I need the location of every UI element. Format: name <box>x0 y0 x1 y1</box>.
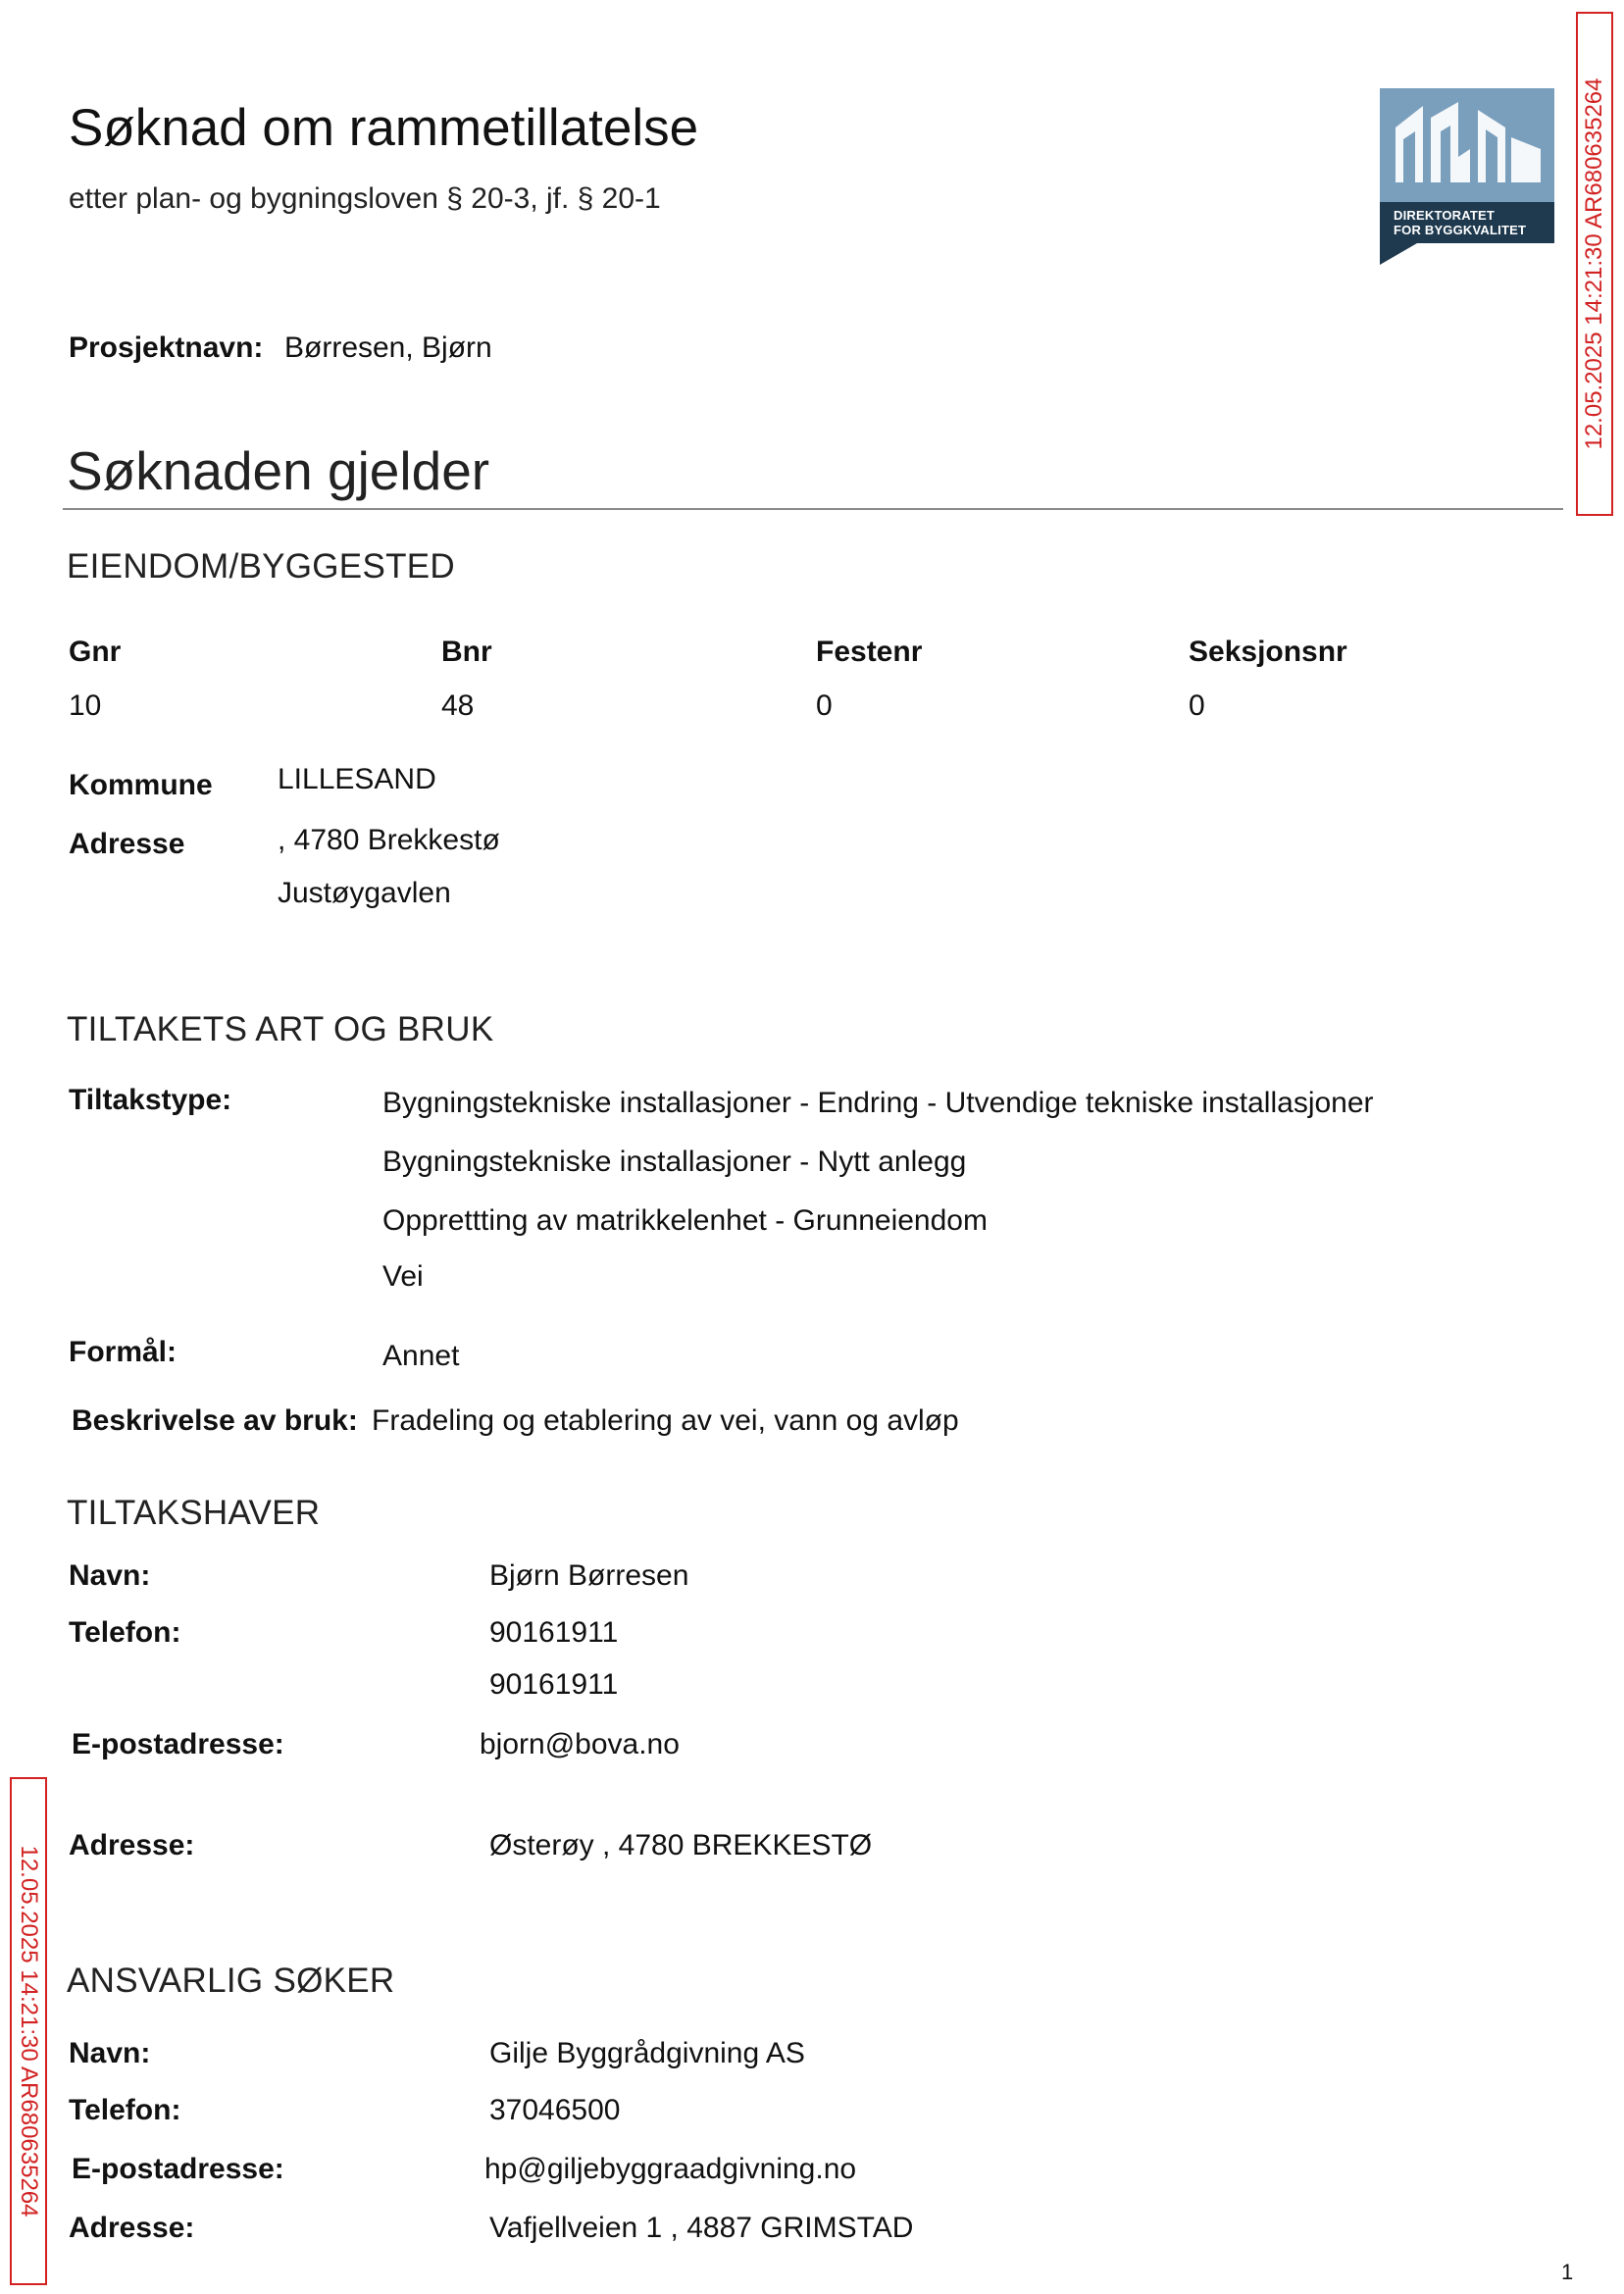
project-label: Prosjektnavn: <box>69 331 264 364</box>
measure-type-4: Vei <box>382 1260 424 1293</box>
owner-name: Bjørn Børresen <box>489 1559 689 1592</box>
applicant-name-label: Navn: <box>69 2037 151 2069</box>
use-value: Fradeling og etablering av vei, vann og avløp <box>372 1404 959 1437</box>
applies-heading: Søknaden gjelder <box>67 440 490 501</box>
dibk-logo <box>1380 88 1554 277</box>
owner-heading: TILTAKSHAVER <box>67 1494 321 1532</box>
document-subtitle: etter plan- og bygningsloven § 20-3, jf. § 20-1 <box>69 182 661 215</box>
measure-type-3: Opprettting av matrikkelenhet - Grunneiendom <box>382 1204 988 1237</box>
applicant-name: Gilje Byggrådgivning AS <box>489 2037 805 2069</box>
purpose-label: Formål: <box>69 1336 178 1368</box>
applicant-heading: ANSVARLIG SØKER <box>67 1962 395 2000</box>
section-divider <box>63 508 1563 510</box>
gnr-label: Gnr <box>69 636 122 668</box>
applicant-phone-label: Telefon: <box>69 2094 181 2126</box>
timestamp-stamp-right <box>1576 12 1613 516</box>
seksjonsnr-label: Seksjonsnr <box>1189 636 1347 668</box>
gnr-value: 10 <box>69 689 102 722</box>
project-name: Børresen, Bjørn <box>284 331 492 364</box>
festenr-value: 0 <box>816 689 833 722</box>
owner-phone-1: 90161911 <box>489 1616 619 1649</box>
owner-address-label: Adresse: <box>69 1829 195 1861</box>
logo-building-icon <box>1380 88 1554 202</box>
applicant-email: hp@giljebyggraadgivning.no <box>484 2153 857 2185</box>
owner-phone-2: 90161911 <box>489 1668 619 1701</box>
applicant-phone: 37046500 <box>489 2094 621 2126</box>
document-title: Søknad om rammetillatelse <box>69 99 699 157</box>
measure-type-label: Tiltakstype: <box>69 1084 232 1116</box>
applicant-address: Vafjellveien 1 , 4887 GRIMSTAD <box>489 2212 914 2244</box>
festenr-label: Festenr <box>816 636 923 668</box>
logo-text <box>1394 208 1526 237</box>
municipality-label: Kommune <box>69 769 213 801</box>
logo-text-line2: FOR BYGGKVALITET <box>1394 223 1527 237</box>
municipality-value: LILLESAND <box>278 763 436 795</box>
logo-text-line1: DIREKTORATET <box>1394 208 1496 223</box>
address-label: Adresse <box>69 828 185 860</box>
owner-email-label: E-postadresse: <box>72 1728 284 1760</box>
measure-heading: TILTAKETS ART OG BRUK <box>67 1010 494 1048</box>
logo-building-graphic <box>1380 88 1554 202</box>
property-heading: EIENDOM/BYGGESTED <box>67 547 455 586</box>
logo-tail <box>1380 243 1417 265</box>
seksjonsnr-value: 0 <box>1189 689 1205 722</box>
measure-type-1: Bygningstekniske installasjoner - Endring - Utvendige tekniske installasjoner <box>382 1087 1374 1119</box>
applicant-email-label: E-postadresse: <box>72 2153 284 2185</box>
stamp-text: 12.05.2025 14:21:30 AR680635264 <box>1581 77 1607 450</box>
owner-address: Østerøy , 4780 BREKKESTØ <box>489 1829 873 1861</box>
purpose-value: Annet <box>382 1340 460 1372</box>
measure-type-2: Bygningstekniske installasjoner - Nytt anlegg <box>382 1146 967 1178</box>
owner-phone-label: Telefon: <box>69 1616 181 1649</box>
address-line2: Justøygavlen <box>278 877 451 909</box>
bnr-label: Bnr <box>441 636 492 668</box>
stamp-text: 12.05.2025 14:21:30 AR680635264 <box>16 1845 42 2218</box>
owner-name-label: Navn: <box>69 1559 151 1592</box>
address-line1: , 4780 Brekkestø <box>278 824 500 856</box>
use-label: Beskrivelse av bruk: <box>72 1404 358 1437</box>
page-number: 1 <box>1561 2260 1574 2284</box>
timestamp-stamp-left <box>10 1777 47 2285</box>
owner-email: bjorn@bova.no <box>480 1728 680 1760</box>
applicant-address-label: Adresse: <box>69 2212 195 2244</box>
bnr-value: 48 <box>441 689 475 722</box>
